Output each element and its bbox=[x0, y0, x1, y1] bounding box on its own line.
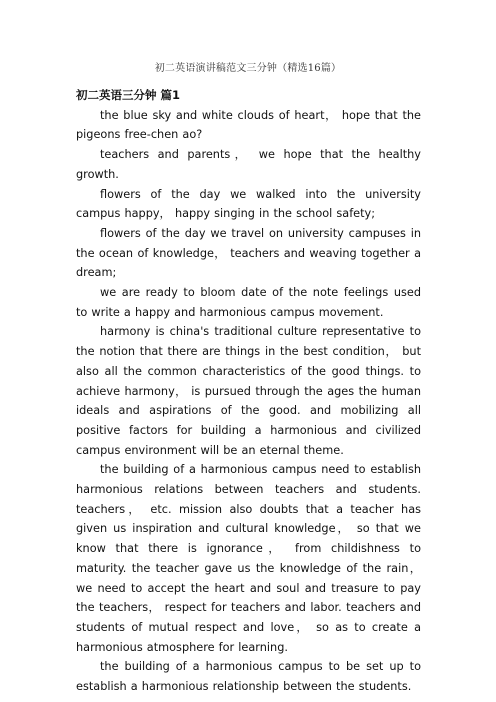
paragraph: we are ready to bloom date of the note feelings used to write a happy and harmonious campus movement. bbox=[76, 286, 421, 319]
section-heading: 初二英语三分钟 篇1 bbox=[76, 88, 181, 102]
document-body bbox=[76, 86, 421, 697]
paragraph: the building of a harmonious campus to be set up to establish a harmonious relationship between the students. bbox=[76, 660, 421, 694]
paragraph: harmony is china's traditional culture representative to the notion that there are things in the best condition， but also all the common characteristics of the good things. to achieve harmony， is pursued through the ages the human ideals and aspirations of the good. and mobilizing all positive factors for building a harmonious and civilized campus environment will be an eternal theme. bbox=[76, 325, 421, 457]
paragraph: the blue sky and white clouds of heart， hope that the pigeons free-chen ao? bbox=[76, 108, 421, 142]
paragraph: the building of a harmonious campus need to establish harmonious relations between teachers and students. teachers， etc. mission also doubts that a teacher has given us inspiration and cultural knowledge， so that we know that there is ignorance， from childishness to maturity. the teacher gave us the knowledge of the rain， we need to accept the heart and soul and treasure to pay the teachers， respect for teachers and labor. teachers and students of mutual respect and love， so as to create a harmonious atmosphere for learning. bbox=[76, 463, 421, 654]
paragraph: flowers of the day we walked into the university campus happy， happy singing in the school safety; bbox=[76, 187, 421, 221]
document-header: 初二英语演讲稿范文三分钟（精选16篇） bbox=[154, 63, 342, 74]
paragraph: flowers of the day we travel on university campuses in the ocean of knowledge， teachers and weaving together a dream; bbox=[76, 226, 421, 280]
paragraph: teachers and parents， we hope that the healthy growth. bbox=[76, 148, 421, 181]
